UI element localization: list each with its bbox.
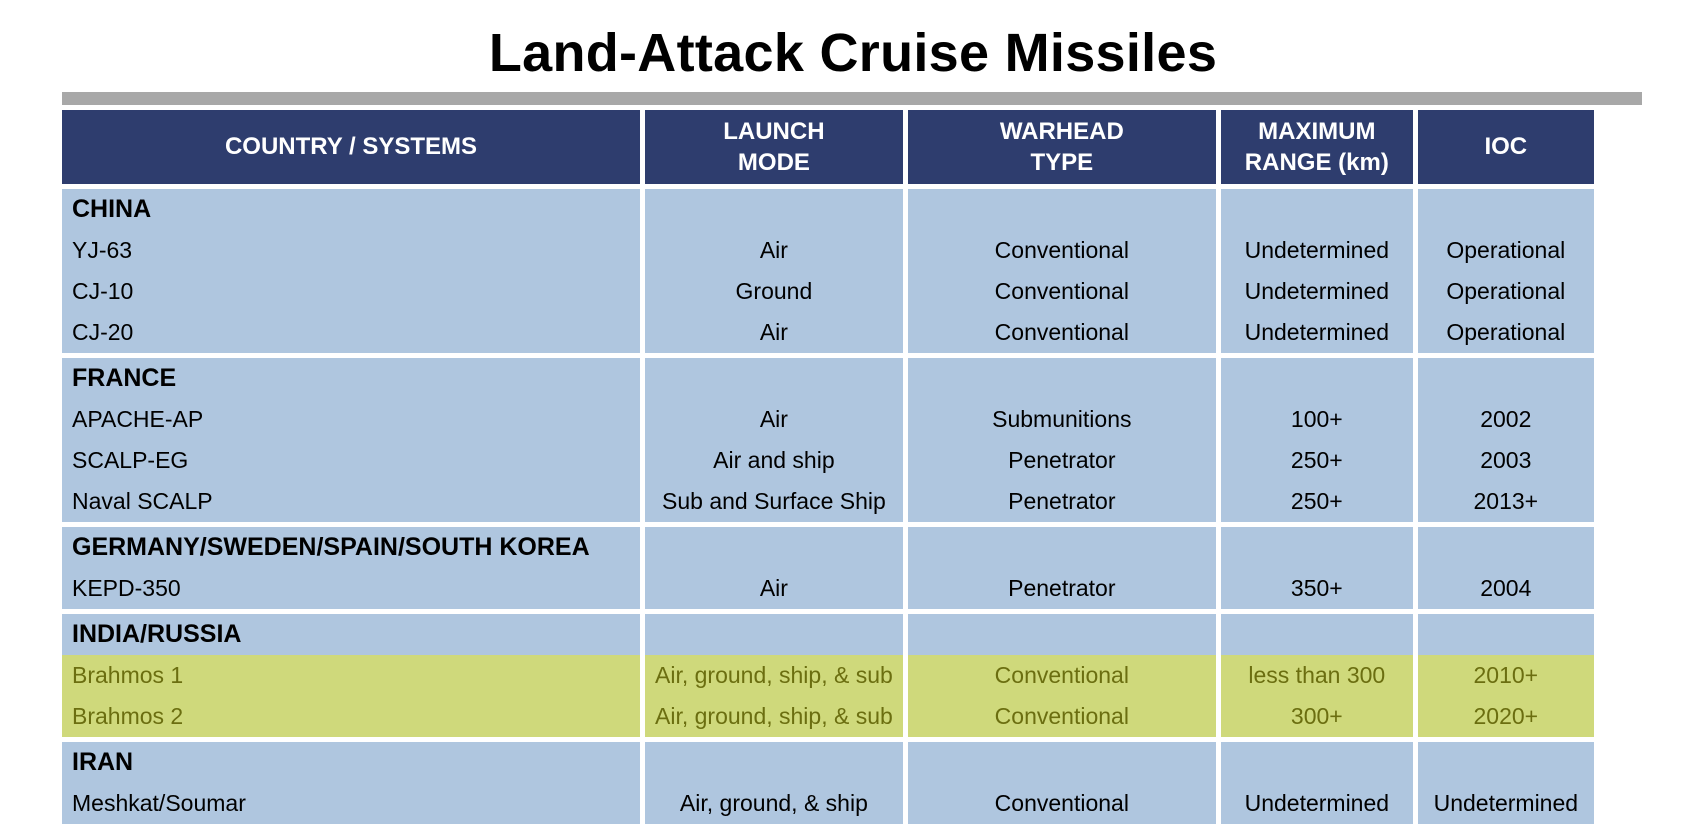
launch-mode-value: Air [759, 406, 788, 432]
group-spacer [655, 189, 893, 230]
country-group-row [62, 527, 1594, 609]
header-maximum-range [1221, 110, 1413, 184]
group-spacer [1428, 527, 1584, 568]
launch-mode-cell [645, 742, 903, 824]
ioc-value: 2020+ [1418, 696, 1594, 737]
group-spacer [918, 527, 1206, 568]
group-spacer [918, 742, 1206, 783]
group-spacer [1428, 189, 1584, 230]
header-ioc [1418, 110, 1594, 184]
system-name: SCALP-EG [72, 447, 189, 473]
launch-mode-cell [645, 614, 903, 737]
launch-mode-cell [645, 189, 903, 353]
ioc-value: Operational [1446, 278, 1566, 304]
warhead-type-value: Penetrator [1008, 447, 1116, 473]
warhead-type-value: Conventional [908, 696, 1216, 737]
country-name: INDIA/RUSSIA [72, 620, 242, 648]
launch-mode-cell [645, 358, 903, 522]
launch-mode-value: Air, ground, ship, & sub [645, 696, 903, 737]
maximum-range-cell [1221, 527, 1413, 609]
warhead-type-value: Penetrator [1008, 575, 1116, 601]
system-name: CJ-20 [72, 319, 134, 345]
system-name: CJ-10 [72, 278, 134, 304]
maximum-range-cell [1221, 614, 1413, 737]
launch-mode-value: Air [759, 575, 788, 601]
systems-cell [62, 742, 640, 824]
group-spacer [1231, 614, 1403, 655]
system-name: Naval SCALP [72, 488, 213, 514]
header-divider-bar [62, 92, 1642, 105]
system-name: Brahmos 1 [62, 655, 640, 696]
ioc-value: Operational [1446, 319, 1566, 345]
system-name: KEPD-350 [72, 575, 181, 601]
group-spacer [1231, 189, 1403, 230]
country-group-row [62, 742, 1594, 824]
ioc-cell [1418, 358, 1594, 522]
warhead-type-cell [908, 614, 1216, 737]
maximum-range-value: 100+ [1290, 406, 1343, 432]
warhead-type-value: Conventional [994, 319, 1129, 345]
launch-mode-value: Air, ground, & ship [679, 790, 868, 816]
header-label: MAXIMUM [1258, 117, 1376, 145]
ioc-value: 2004 [1480, 575, 1532, 601]
systems-cell [62, 358, 640, 522]
header-launch-mode [645, 110, 903, 184]
maximum-range-value: 300+ [1221, 696, 1413, 737]
maximum-range-cell [1221, 189, 1413, 353]
system-name: Meshkat/Soumar [72, 790, 246, 816]
group-spacer [1428, 614, 1584, 655]
country-name: FRANCE [72, 364, 177, 392]
ioc-cell [1418, 614, 1594, 737]
maximum-range-cell [1221, 742, 1413, 824]
maximum-range-value: Undetermined [1244, 278, 1390, 304]
group-spacer [1231, 527, 1403, 568]
warhead-type-value: Conventional [994, 790, 1129, 816]
maximum-range-value: Undetermined [1244, 237, 1390, 263]
country-name: IRAN [72, 748, 134, 776]
ioc-value: 2003 [1480, 447, 1532, 473]
ioc-value: 2002 [1480, 406, 1532, 432]
header-row [62, 110, 1594, 184]
warhead-type-value: Penetrator [1008, 488, 1116, 514]
group-spacer [918, 358, 1206, 399]
group-spacer [655, 358, 893, 399]
ioc-cell [1418, 527, 1594, 609]
maximum-range-value: Undetermined [1244, 790, 1390, 816]
header-label: IOC [1484, 133, 1528, 161]
maximum-range-cell [1221, 358, 1413, 522]
warhead-type-cell [908, 742, 1216, 824]
warhead-type-value: Conventional [908, 655, 1216, 696]
group-spacer [1428, 358, 1584, 399]
launch-mode-value: Air and ship [713, 447, 835, 473]
systems-cell [62, 189, 640, 353]
country-name: GERMANY/SWEDEN/SPAIN/SOUTH KOREA [72, 533, 590, 561]
ioc-value: Operational [1446, 237, 1566, 263]
maximum-range-value: Undetermined [1244, 319, 1390, 345]
header-label: COUNTRY / SYSTEMS [224, 133, 478, 161]
launch-mode-value: Ground [735, 278, 813, 304]
page-title: Land-Attack Cruise Missiles [488, 23, 1218, 83]
warhead-type-cell [908, 189, 1216, 353]
ioc-value: 2010+ [1418, 655, 1594, 696]
maximum-range-value: less than 300 [1221, 655, 1413, 696]
header-label: TYPE [1030, 149, 1094, 176]
launch-mode-value: Air, ground, ship, & sub [645, 655, 903, 696]
group-spacer [918, 189, 1206, 230]
launch-mode-value: Air [759, 237, 788, 263]
warhead-type-value: Submunitions [992, 406, 1132, 432]
group-spacer [1428, 742, 1584, 783]
maximum-range-value: 350+ [1290, 575, 1343, 601]
warhead-type-value: Conventional [994, 278, 1129, 304]
maximum-range-value: 250+ [1290, 488, 1343, 514]
header-country-systems [62, 110, 640, 184]
missiles-table-container [62, 105, 1642, 829]
ioc-cell [1418, 742, 1594, 824]
group-spacer [655, 742, 893, 783]
group-spacer [1231, 358, 1403, 399]
system-name: YJ-63 [72, 237, 133, 263]
ioc-value: Undetermined [1433, 790, 1579, 816]
systems-cell [62, 614, 640, 737]
warhead-type-cell [908, 358, 1216, 522]
ioc-value: 2013+ [1473, 488, 1539, 514]
header-label: RANGE (km) [1244, 149, 1389, 176]
launch-mode-value: Air [759, 319, 788, 345]
header-label: MODE [737, 149, 810, 176]
country-name: CHINA [72, 195, 152, 223]
group-spacer [655, 614, 893, 655]
warhead-type-value: Conventional [994, 237, 1129, 263]
group-spacer [1231, 742, 1403, 783]
group-spacer [918, 614, 1206, 655]
system-name: Brahmos 2 [62, 696, 640, 737]
systems-cell [62, 527, 640, 609]
launch-mode-value: Sub and Surface Ship [662, 488, 886, 514]
header-label: LAUNCH [723, 117, 825, 145]
maximum-range-value: 250+ [1290, 447, 1343, 473]
country-group-row [62, 358, 1594, 522]
missiles-table [57, 105, 1599, 829]
warhead-type-cell [908, 527, 1216, 609]
country-group-row [62, 614, 1594, 737]
country-group-row [62, 189, 1594, 353]
ioc-cell [1418, 189, 1594, 353]
system-name: APACHE-AP [72, 406, 204, 432]
launch-mode-cell [645, 527, 903, 609]
header-label: WARHEAD [999, 117, 1124, 145]
group-spacer [655, 527, 893, 568]
header-warhead-type [908, 110, 1216, 184]
